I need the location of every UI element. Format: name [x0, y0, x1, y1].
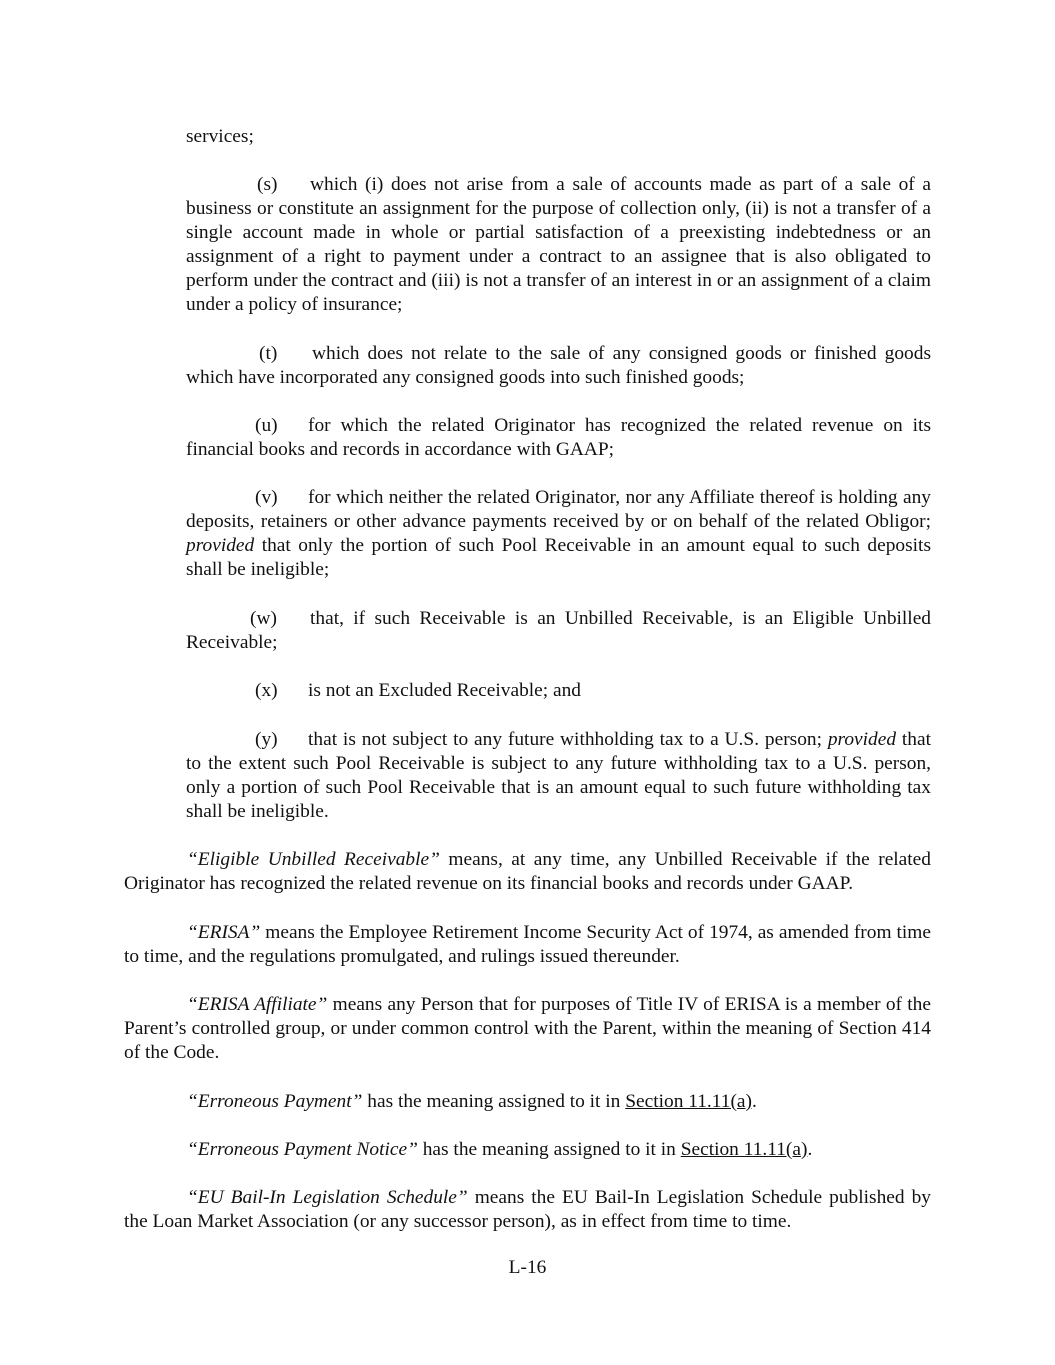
section-reference-link[interactable]: Section 11.11(a) — [680, 1139, 808, 1160]
item-italic: provided — [827, 729, 897, 750]
definition-text: means, at any time, any Unbilled Receivable if the related Originator has recognized the related revenue on its financial books and records under GAAP. — [124, 849, 931, 894]
defined-term: “ERISA” — [187, 922, 261, 943]
item-text: that, if such Receivable is an Unbilled Receivable, is an Eligible Unbilled Receivable; — [186, 608, 931, 653]
continuation-text: services; — [186, 126, 254, 147]
list-item-x — [186, 679, 931, 703]
list-item-v — [186, 486, 931, 582]
page-number: L-16 — [508, 1257, 547, 1278]
item-label: (w) — [250, 608, 277, 629]
defined-term: “EU Bail-In Legislation Schedule” — [187, 1187, 468, 1208]
item-label: (u) — [255, 415, 278, 436]
definition-tail: . — [807, 1139, 813, 1160]
item-text: is not an Excluded Receivable; and — [308, 680, 581, 701]
definition-text: means the EU Bail-In Legislation Schedule published by the Loan Market Association (or any successor person), as in effect from time to time. — [124, 1187, 931, 1232]
defined-term: “Erroneous Payment Notice” — [187, 1139, 418, 1160]
item-text: for which the related Originator has recognized the related revenue on its financial books and records in accordance with GAAP; — [186, 415, 931, 460]
item-text: which (i) does not arise from a sale of accounts made as part of a sale of a business or constitute an assignment for the purpose of collection only, (ii) is not a transfer of a single account made in whole or partial satisfaction of a preexisting indebtedness or an assignment of a right to payment under a contract to an assignee that is also obligated to perform under the contract and (iii) is not a transfer of an interest in or an assignment of a claim under a policy of insurance; — [186, 174, 931, 315]
definition-erisa-affiliate — [124, 993, 931, 1065]
item-label: (y) — [255, 729, 278, 750]
item-italic: provided — [186, 535, 255, 556]
defined-term: “ERISA Affiliate” — [187, 994, 328, 1015]
definition-erroneous-payment — [124, 1090, 931, 1114]
item-label: (t) — [259, 343, 278, 364]
definition-text: means any Person that for purposes of Title IV of ERISA is a member of the Parent’s controlled group, or under common control with the Parent, within the meaning of Section 414 of the Code. — [124, 994, 931, 1063]
item-label: (x) — [255, 680, 278, 701]
definition-erisa — [124, 921, 931, 969]
definition-text: has the meaning assigned to it in — [422, 1139, 676, 1160]
definition-text: has the meaning assigned to it in — [367, 1091, 621, 1112]
definition-erroneous-payment-notice — [124, 1138, 931, 1162]
defined-term: “Erroneous Payment” — [187, 1091, 363, 1112]
list-item-t — [186, 342, 931, 390]
item-label: (v) — [255, 487, 278, 508]
definition-tail: . — [751, 1091, 757, 1112]
defined-term: “Eligible Unbilled Receivable” — [187, 849, 440, 870]
item-label: (s) — [257, 174, 278, 195]
item-text: for which neither the related Originator, nor any Affiliate thereof is holding any deposits, retainers or other advance payments received by or on behalf of the related Obligor; — [186, 487, 931, 532]
list-item-s — [186, 173, 931, 317]
list-item-y — [186, 728, 931, 824]
item-text-tail: that to the extent such Pool Receivable is subject to any future withholding tax to a U.S. person, only a portion of such Pool Receivable that is an amount equal to such future withholding tax shall be ineligible. — [186, 729, 931, 822]
item-text: that is not subject to any future withholding tax to a U.S. person; — [308, 729, 822, 750]
list-item-w — [186, 607, 931, 655]
definition-text: means the Employee Retirement Income Security Act of 1974, as amended from time to time, and the regulations promulgated, and rulings issued thereunder. — [124, 922, 931, 967]
item-text-tail: that only the portion of such Pool Receivable in an amount equal to such deposits shall be ineligible; — [186, 535, 931, 580]
section-reference-link[interactable]: Section 11.11(a) — [625, 1091, 752, 1112]
item-text: which does not relate to the sale of any consigned goods or finished goods which have incorporated any consigned goods into such finished goods; — [186, 343, 931, 388]
definition-eu-bail-in-legislation-schedule — [124, 1186, 931, 1234]
list-item-u — [186, 414, 931, 462]
definition-eligible-unbilled-receivable — [124, 848, 931, 896]
